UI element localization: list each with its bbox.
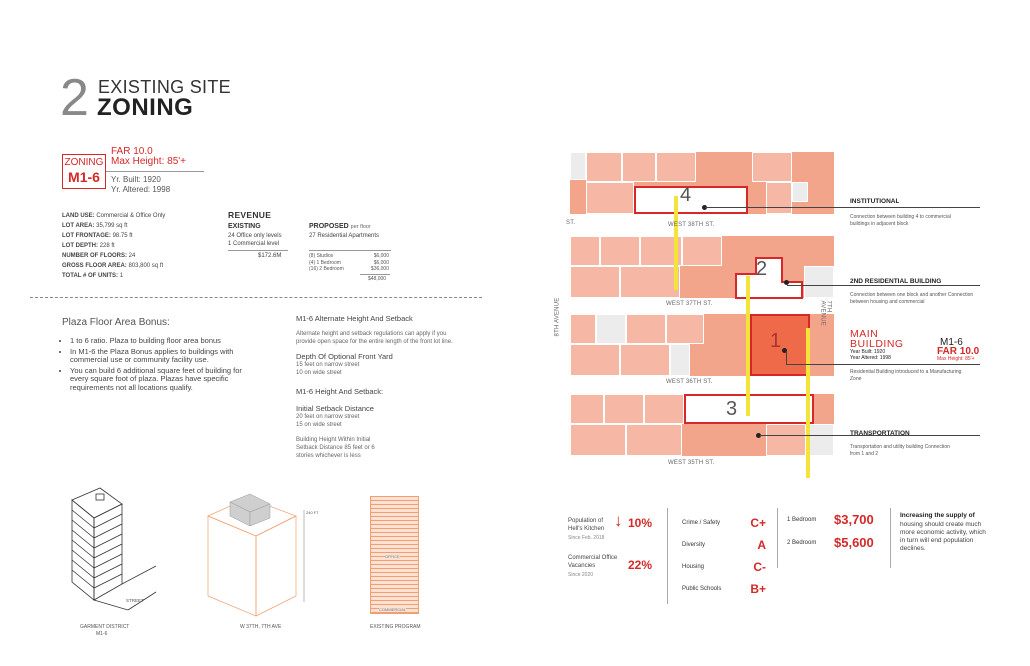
street-label: WEST 38TH ST. [668,222,715,228]
parcel [666,314,704,344]
land-use-value: Commercial & Office Only [96,213,166,219]
grade-row [682,534,766,556]
avenue-label: 8TH AVENUE [554,297,561,337]
lot-frontage-value: 98.75 ft [112,233,133,239]
office-label: OFFICE [385,554,400,559]
zoning-badge [62,154,106,189]
transit-line [746,276,750,416]
rent1-label: 1 Bedroom [787,517,817,523]
zoning-altered: Yr. Altered: 1998 [111,185,171,194]
building-2-outline [734,256,804,300]
within-desc: Building Height Within Initial Setback Distance 85 feet or 6 stories whichever is less [296,437,375,459]
grade-row [682,556,766,578]
vacant-lot [596,314,626,344]
parcel [570,236,600,266]
hs-title: M1-6 Height And Setback: [296,387,384,396]
grade-value: C- [753,560,766,574]
rent2-value: $5,600 [834,535,874,550]
plaza-bullet: • In M1-6 the Plaza Bonus applies to buildings with commercial use or community facility use. [70,348,262,365]
depth-title: Depth Of Optional Front Yard [296,352,393,361]
parcel [752,152,792,182]
rent2-label: 2 Bedroom [787,540,817,546]
initial-title: Initial Setback Distance [296,404,374,413]
setback-column [296,314,460,460]
zoning-badge-code: M1-6 [68,169,100,185]
setback-title: M1-6 Alternate Height And Setback [296,314,413,323]
zoning-rule [106,171,204,172]
plaza-bullet: • 1 to 6 ratio. Plaza to building floor area bonus [70,337,262,346]
height-label: 240 FT [306,510,319,515]
gfa-label: GROSS FLOOR AREA: [62,263,127,269]
building-number: 2 [756,258,768,280]
parcel [570,394,604,424]
main-building-label-2: BUILDING [850,338,904,350]
main-code: M1-6 [940,337,963,348]
transit-line [674,196,678,290]
units-value: 1 [119,273,124,279]
street-label: ST. [566,220,576,226]
grade-value: B+ [750,582,766,596]
plaza-bullet: • You can build 6 additional square feet of building for every square foot of plaza. Plazas have specific requirements not all locations qualify. [70,367,262,393]
parcel [570,344,620,376]
lot-depth-label: LOT DEPTH: [62,243,98,249]
vacancy-label: Commercial Office Vacancies [568,555,618,569]
depth-line2: 10 on wide street [296,370,342,376]
parcel [766,424,806,456]
vacant-lot [806,424,834,456]
existing-program-drawing [370,496,419,614]
floors-value: 24 [128,253,136,259]
header-line2: ZONING [97,94,194,121]
plaza-bullets [62,337,262,394]
grade-label: Public Schools [682,586,722,592]
setback-desc: Alternate height and setback regulations can apply if you provide open space for the entire length of the front lot line. [296,331,453,345]
annotation-2-desc: Connection between one block and another Connection between housing and commercial [850,292,974,305]
site-facts [62,212,222,280]
annotation-4-title: INSTITUTIONAL [850,198,900,205]
revenue-total: $48,000 [368,276,387,282]
main-far: FAR 10.0 [937,346,980,357]
parcel [604,394,644,424]
grades-list [682,512,766,600]
supply-desc: housing should create much more economic activity, which in turn will end population declines. [900,521,986,552]
revenue-existing-value: $172.6M [258,253,282,259]
header-line1: EXISTING SITE [98,77,231,97]
transit-line [806,328,810,478]
grades-divider [667,508,668,604]
grade-label: Diversity [682,542,706,548]
revenue-proposed-suffix: per floor [350,224,371,230]
building-number: 1 [770,330,782,352]
grade-label: Housing [682,564,705,570]
revenue-total-rule [360,274,390,275]
initial-line1: 20 feet on narrow street [296,414,360,420]
plaza-title: Plaza Floor Area Bonus: [62,317,170,328]
street-label: WEST 36TH ST. [666,379,713,385]
zoning-badge-label: ZONING [64,157,104,168]
initial-line2: 15 on wide street [296,422,342,428]
annotation-4-desc: Connection between building 4 to commercial buildings in adjacent block [850,214,951,227]
population-value: 10% [628,516,653,530]
population-label: Population of Hell's Kitchen [568,518,605,532]
revenue-row-value: $6,000 [373,259,389,266]
revenue-existing-line1: 24 Office only levels [228,233,282,239]
parcel [622,152,656,182]
down-arrow-icon: ↓ [614,511,623,530]
parcel [620,344,670,376]
parcel [570,266,620,298]
depth-line1: 15 feet on narrow street [296,362,360,368]
zoning-far: FAR 10.0 [111,146,153,157]
parcel [626,314,666,344]
parcel [586,182,634,214]
supply-title: Increasing the supply of [900,512,975,519]
revenue-row-label: (8) Studios [309,253,334,259]
main-max-height: Max Height: 85'+ [937,356,975,362]
main-built: Year Built: 1920 [850,349,886,355]
zoning-built: Yr. Built: 1920 [111,175,161,184]
revenue-proposed [309,223,371,230]
revenue-row-label: (4) 1 Bedroom [309,259,341,266]
annotation-3-title: TRANSPORTATION [850,430,910,435]
floors-label: NUMBER OF FLOORS: [62,253,127,259]
leader-2 [787,285,980,286]
leader-4 [705,207,980,208]
zoning-max-height: Max Height: 85'+ [111,156,187,167]
revenue-rows [309,253,389,273]
grade-row [682,512,766,534]
parcel [682,236,722,266]
lot-frontage-label: LOT FRONTAGE: [62,233,111,239]
revenue-proposed-desc: 27 Residential Apartments [309,233,380,239]
rent1-value: $3,700 [834,512,874,527]
parcel [626,424,682,456]
revenue-row-value: $6,000 [373,253,389,259]
section-number: 2 [60,69,89,127]
annotation-2-title: 2ND RESIDENTIAL BUILDING [850,278,942,285]
lot-area-label: LOT AREA: [62,223,95,229]
gfa-value: 803,800 sq ft [128,263,164,269]
revenue-proposed-rule [309,250,391,251]
vacant-lot [792,182,808,202]
avenue-label: 7TH AVENUE [819,300,832,326]
population-since: Since Feb. 2018 [568,535,605,541]
building-number: 3 [726,398,738,420]
tower-wireframe-drawing [200,486,320,621]
lot-area-value: 35,799 sq ft [96,223,128,229]
vacancy-since: Since 2020 [568,572,594,578]
street-label: STREET [126,598,144,603]
parcel [644,394,684,424]
leader-1-vertical [786,351,787,364]
parcel [600,236,640,266]
parcel [570,314,596,344]
main-altered: Year Altered: 1998 [850,355,891,361]
leader-1 [786,364,980,365]
parcel [620,266,680,298]
grade-value: C+ [750,516,766,530]
parcel [656,152,696,182]
units-label: TOTAL # OF UNITS: [62,273,119,279]
rent-divider [777,508,778,568]
vacant-lot [804,266,834,298]
caption-tower: W 37TH, 7TH AVE [240,624,282,630]
main-desc: Residential Building introduced to a Manufacturing Zone [850,369,962,382]
revenue-row-label: (16) 2 Bedroom [309,266,344,272]
supply-divider [890,508,891,568]
street-label: WEST 37TH ST. [666,301,713,307]
main-building-label-1: MAIN [850,328,879,340]
caption-garment-district: GARMENT DISTRICT [80,624,130,630]
revenue-proposed-label: PROPOSED [309,223,349,230]
vacancy-value: 22% [628,558,653,572]
dashed-divider [30,297,482,298]
caption-existing-program: EXISTING PROGRAM [370,624,421,630]
land-use-label: LAND USE: [62,213,95,219]
grade-label: Crime / Safety [682,520,721,526]
revenue-existing-label: EXISTING [228,223,261,230]
parcel [766,182,792,214]
lot-depth-value: 228 ft [99,243,115,249]
caption-garment-code: M1-6 [96,631,108,637]
grade-row [682,578,766,600]
revenue-existing-line2: 1 Commercial level [228,241,280,247]
parcel [586,152,622,182]
annotation-3-desc: Transportation and utility building Connection from 1 and 2 [850,444,950,457]
garment-district-drawing [52,480,162,615]
grade-value: A [757,538,766,552]
parcel [570,424,626,456]
building-number: 4 [680,184,692,206]
revenue-row [309,266,389,273]
leader-3 [760,435,980,436]
commercial-label: COMMERCIAL [379,607,407,612]
vacant-lot [670,344,690,376]
revenue-title: REVENUE [228,210,272,220]
site-map [554,148,839,473]
revenue-existing-rule [228,250,288,251]
street-label: WEST 35TH ST. [668,460,715,466]
vacant-lot [570,152,586,180]
building-2-shape [734,256,804,300]
revenue-row-value: $36,000 [370,266,389,272]
